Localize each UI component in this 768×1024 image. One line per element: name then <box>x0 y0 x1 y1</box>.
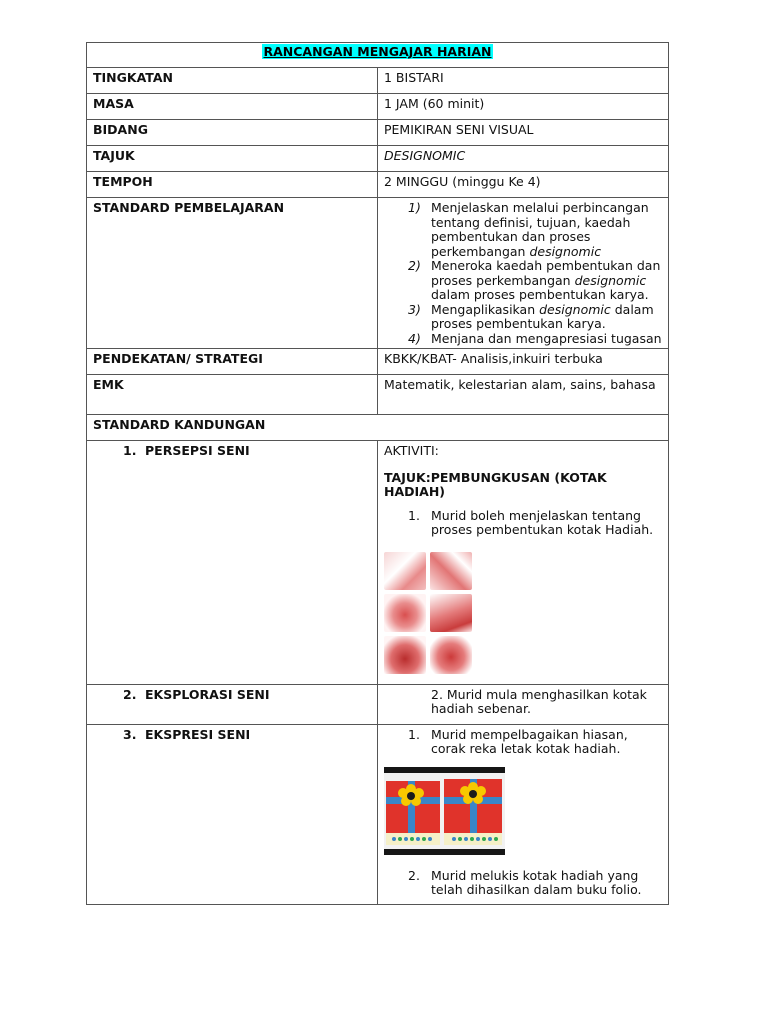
aktiviti-label: AKTIVITI: <box>384 443 439 458</box>
folding-step-2-image <box>430 552 472 590</box>
decorated-gift-box-image <box>384 767 505 855</box>
list-item: 1) Menjelaskan melalui perbincangan tentang definisi, tujuan, kaedah pembentukan dan proses perkembangan designomic <box>408 200 649 259</box>
standard-pembelajaran-list <box>384 201 662 346</box>
row-tingkatan <box>87 68 669 94</box>
value-tempoh: 2 MINGGU (minggu Ke 4) <box>378 172 669 198</box>
list-item: 2. Murid mula menghasilkan kotak hadiah sebenar. <box>431 686 647 716</box>
row-persepsi-seni <box>87 441 669 685</box>
row-tempoh <box>87 172 669 198</box>
value-tingkatan: 1 BISTARI <box>378 68 669 94</box>
label-tempoh: TEMPOH <box>87 172 378 198</box>
folding-step-3-image <box>384 594 426 632</box>
value-pendekatan: KBKK/KBAT- Analisis,inkuiri terbuka <box>378 349 669 375</box>
folding-step-6-image <box>430 636 472 674</box>
label-standard-kandungan: STANDARD KANDUNGAN <box>87 415 669 441</box>
gift-box-folding-steps-image <box>384 552 662 674</box>
row-ekspresi-seni <box>87 724 669 904</box>
label-standard-pembelajaran: STANDARD PEMBELAJARAN <box>87 198 378 349</box>
list-item: 1. Murid mempelbagaikan hiasan, corak reka letak kotak hadiah. <box>408 726 628 756</box>
value-emk: Matematik, kelestarian alam, sains, bahasa <box>378 375 669 415</box>
lesson-plan-sheet <box>86 42 669 905</box>
row-bidang <box>87 120 669 146</box>
document-title: RANCANGAN MENGAJAR HARIAN <box>263 44 492 59</box>
row-tajuk <box>87 146 669 172</box>
title-row <box>87 43 669 68</box>
label-bidang: BIDANG <box>87 120 378 146</box>
section-eksplorasi-seni: 2. EKSPLORASI SENI <box>123 686 270 702</box>
row-eksplorasi-seni <box>87 684 669 724</box>
row-pendekatan <box>87 349 669 375</box>
folding-step-4-image <box>430 594 472 632</box>
row-emk <box>87 375 669 415</box>
row-standard-pembelajaran <box>87 198 669 349</box>
label-tingkatan: TINGKATAN <box>87 68 378 94</box>
list-item: 3) Mengaplikasikan designomic dalam proses pembentukan karya. <box>408 301 654 331</box>
row-standard-kandungan <box>87 415 669 441</box>
section-persepsi-seni: 1. PERSEPSI SENI <box>123 443 250 458</box>
label-tajuk: TAJUK <box>87 146 378 172</box>
list-item: 1. Murid boleh menjelaskan tentang proses pembentukan kotak Hadiah. <box>408 507 654 537</box>
folding-step-1-image <box>384 552 426 590</box>
section-ekspresi-seni: 3. EKSPRESI SENI <box>123 726 251 742</box>
label-masa: MASA <box>87 94 378 120</box>
gift-box-illustration <box>384 767 505 855</box>
label-pendekatan: PENDEKATAN/ STRATEGI <box>87 349 378 375</box>
value-tajuk: DESIGNOMIC <box>378 146 669 172</box>
value-bidang: PEMIKIRAN SENI VISUAL <box>378 120 669 146</box>
list-item: 4) Menjana dan mengapresiasi tugasan <box>408 330 662 346</box>
label-emk: EMK <box>87 375 378 415</box>
list-item: 2) Meneroka kaedah pembentukan dan proses perkembangan designomic dalam proses pembentukan karya. <box>408 258 661 302</box>
row-masa <box>87 94 669 120</box>
folding-step-5-image <box>384 636 426 674</box>
activity-title: TAJUK:PEMBUNGKUSAN (KOTAK HADIAH) <box>384 469 607 499</box>
list-item: 2. Murid melukis kotak hadiah yang telah dihasilkan dalam buku folio. <box>408 867 642 897</box>
value-masa: 1 JAM (60 minit) <box>378 94 669 120</box>
lesson-plan-table <box>86 42 669 905</box>
